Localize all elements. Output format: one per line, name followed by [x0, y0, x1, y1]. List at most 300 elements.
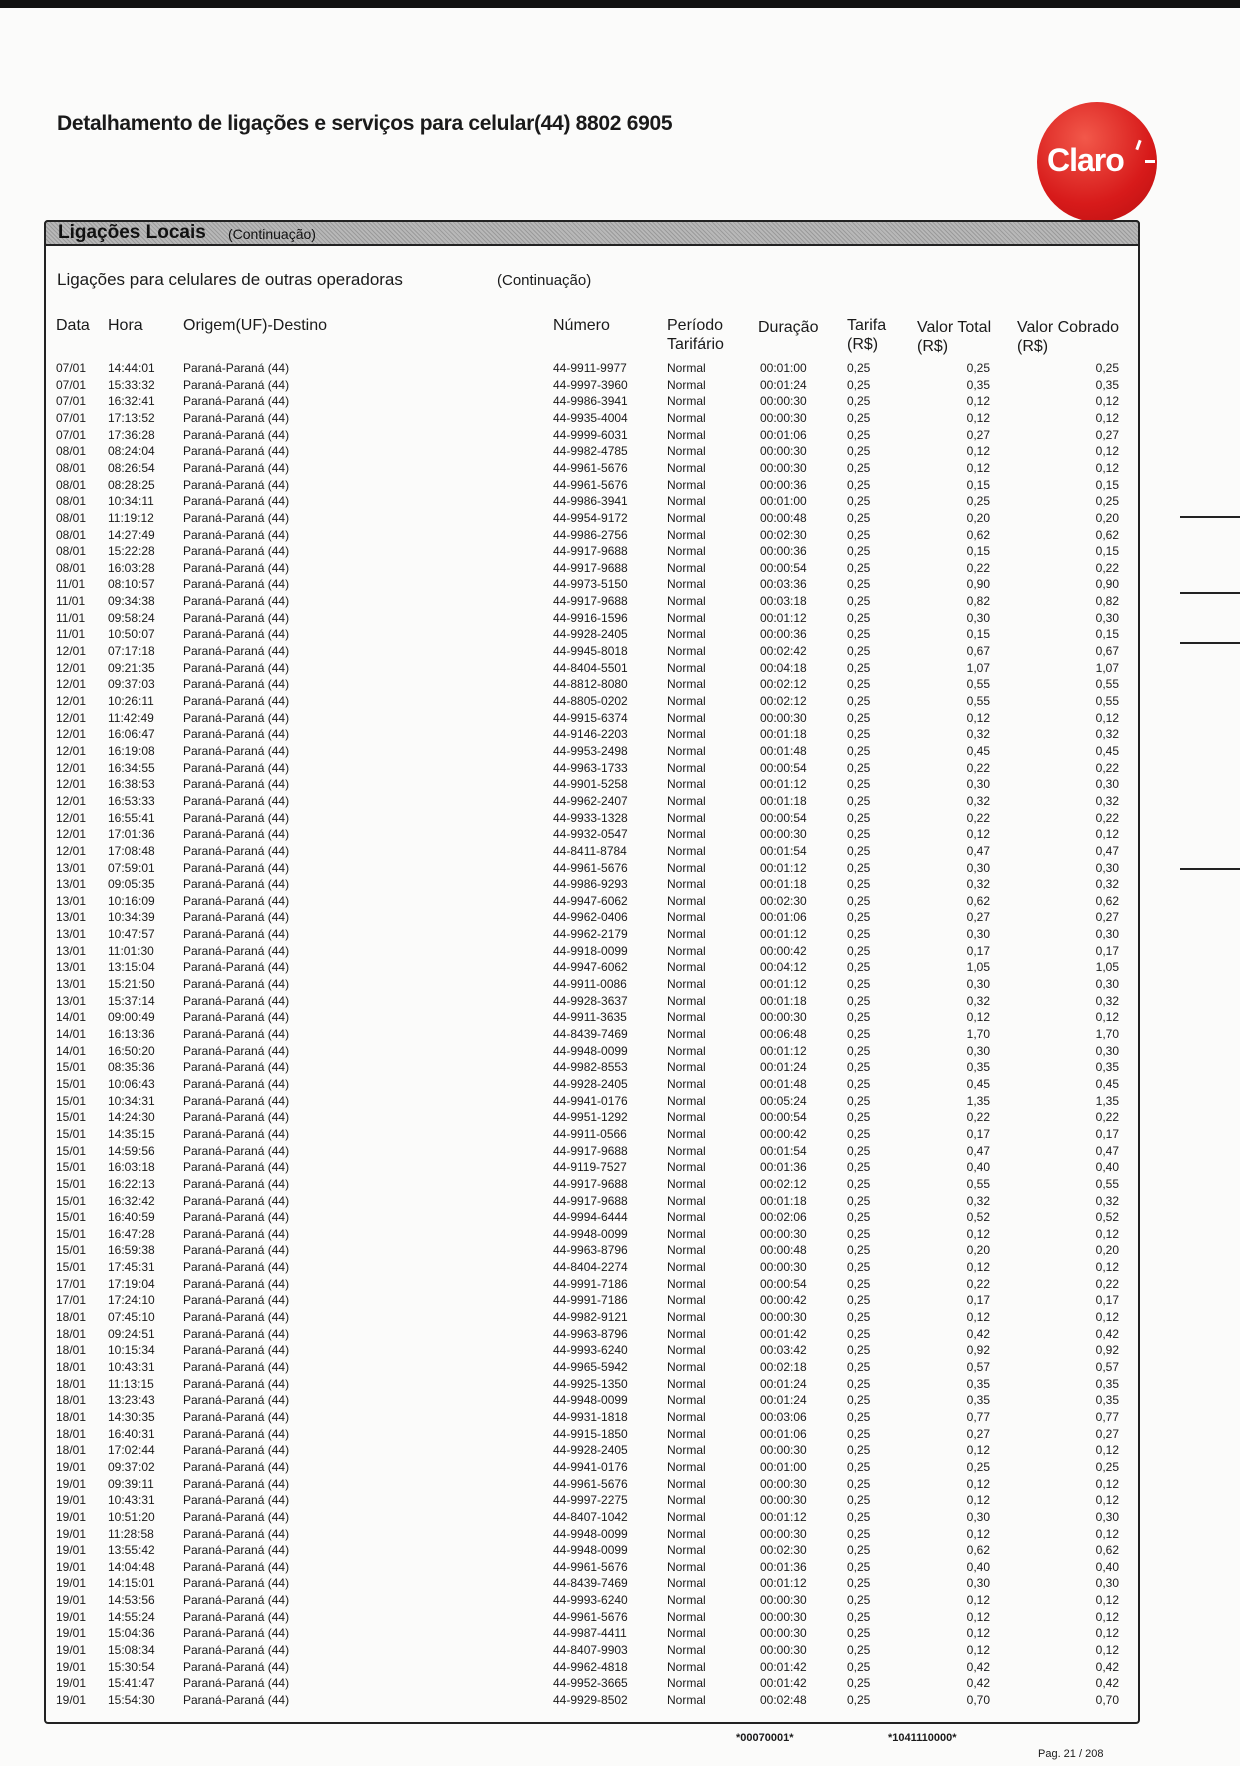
call-date: 08/01: [56, 477, 87, 492]
call-charged-value: 0,32: [1095, 793, 1119, 808]
call-number: 44-9917-9688: [553, 594, 628, 609]
call-origin-destination: Paraná-Paraná (44): [183, 460, 290, 475]
call-rate: 0,25: [847, 1443, 871, 1458]
col-header-valor-total: Valor Total (R$): [917, 319, 992, 355]
call-duration: 00:00:42: [760, 1126, 807, 1141]
call-charged-value: 0,15: [1095, 477, 1119, 492]
call-period: Normal: [667, 1659, 706, 1674]
call-charged-value: 0,12: [1095, 1443, 1119, 1458]
call-duration: 00:00:54: [760, 760, 807, 775]
call-date: 15/01: [56, 1110, 87, 1125]
call-date: 19/01: [56, 1693, 87, 1707]
call-charged-value: 0,15: [1095, 544, 1119, 559]
call-date: 15/01: [56, 1093, 87, 1108]
call-number: 44-9993-6240: [553, 1343, 628, 1358]
call-total-value: 0,45: [966, 743, 990, 758]
call-origin-destination: Paraná-Paraná (44): [183, 777, 290, 792]
call-period: Normal: [667, 377, 706, 392]
call-total-value: 1,35: [966, 1093, 990, 1108]
call-period: Normal: [667, 560, 706, 575]
call-total-value: 0,27: [966, 1426, 990, 1441]
call-charged-value: 0,12: [1095, 394, 1119, 409]
table-row: [0, 1527, 1240, 1544]
call-date: 17/01: [56, 1293, 87, 1308]
call-time: 14:27:49: [108, 527, 155, 542]
call-total-value: 0,27: [966, 910, 990, 925]
call-period: Normal: [667, 1226, 706, 1241]
call-number: 44-9933-1328: [553, 810, 628, 825]
call-period: Normal: [667, 1093, 706, 1108]
call-number: 44-9987-4411: [553, 1626, 627, 1641]
call-origin-destination: Paraná-Paraná (44): [183, 1143, 290, 1158]
call-charged-value: 0,70: [1095, 1693, 1119, 1707]
call-date: 19/01: [56, 1509, 87, 1524]
call-charged-value: 0,32: [1095, 993, 1119, 1008]
call-time: 10:34:39: [108, 910, 155, 925]
call-total-value: 1,05: [966, 960, 990, 975]
call-charged-value: 0,42: [1095, 1676, 1119, 1691]
call-total-value: 0,30: [966, 977, 990, 992]
call-number: 44-9929-8502: [553, 1693, 628, 1707]
call-period: Normal: [667, 760, 706, 775]
call-period: Normal: [667, 460, 706, 475]
call-date: 19/01: [56, 1659, 87, 1674]
call-duration: 00:01:06: [760, 910, 807, 925]
call-date: 18/01: [56, 1393, 87, 1408]
call-time: 16:13:36: [108, 1027, 155, 1041]
call-total-value: 0,35: [966, 1376, 990, 1391]
call-rate: 0,25: [847, 361, 871, 375]
call-duration: 00:02:30: [760, 893, 807, 908]
call-date: 11/01: [56, 577, 86, 592]
call-origin-destination: Paraná-Paraná (44): [183, 710, 290, 725]
table-row: [0, 977, 1240, 994]
call-rate: 0,25: [847, 1559, 871, 1574]
call-period: Normal: [667, 927, 706, 942]
call-time: 08:28:25: [108, 477, 155, 492]
call-period: Normal: [667, 1027, 706, 1041]
call-total-value: 0,22: [966, 760, 990, 775]
table-row: [0, 544, 1240, 561]
call-date: 15/01: [56, 1126, 87, 1141]
table-row: [0, 378, 1240, 395]
col-header-numero: Número: [553, 317, 610, 334]
call-period: Normal: [667, 1426, 706, 1441]
call-total-value: 0,42: [966, 1676, 990, 1691]
call-total-value: 0,42: [966, 1659, 990, 1674]
call-duration: 00:01:12: [760, 1043, 807, 1058]
call-time: 16:59:38: [108, 1243, 155, 1258]
call-rate: 0,25: [847, 1626, 871, 1641]
call-number: 44-9982-8553: [553, 1060, 628, 1075]
scan-mark: [1180, 642, 1240, 644]
call-time: 10:43:31: [108, 1360, 155, 1374]
call-duration: 00:00:48: [760, 510, 807, 525]
call-duration: 00:01:00: [760, 1459, 807, 1474]
call-duration: 00:01:18: [760, 993, 807, 1008]
call-duration: 00:01:18: [760, 1193, 807, 1208]
call-number: 44-9915-6374: [553, 710, 628, 725]
call-origin-destination: Paraná-Paraná (44): [183, 1443, 290, 1458]
call-duration: 00:01:12: [760, 1509, 807, 1524]
call-date: 18/01: [56, 1409, 87, 1424]
call-origin-destination: Paraná-Paraná (44): [183, 594, 290, 609]
table-row: [0, 627, 1240, 644]
call-date: 18/01: [56, 1326, 87, 1341]
call-number: 44-9986-3941: [553, 394, 628, 409]
call-date: 19/01: [56, 1643, 87, 1658]
call-duration: 00:00:30: [760, 1643, 807, 1658]
call-charged-value: 0,90: [1095, 577, 1119, 592]
call-total-value: 0,12: [966, 1226, 990, 1241]
call-origin-destination: Paraná-Paraná (44): [183, 1593, 290, 1608]
call-period: Normal: [667, 710, 706, 725]
call-rate: 0,25: [847, 1027, 871, 1041]
call-time: 15:22:28: [108, 544, 155, 559]
call-total-value: 0,32: [966, 993, 990, 1008]
call-period: Normal: [667, 1443, 706, 1458]
call-time: 15:08:34: [108, 1643, 155, 1658]
call-number: 44-9945-8018: [553, 644, 628, 659]
call-date: 17/01: [56, 1276, 87, 1291]
col-header-duracao: Duração: [758, 319, 819, 336]
call-rate: 0,25: [847, 1210, 871, 1225]
call-total-value: 0,57: [966, 1360, 990, 1374]
call-charged-value: 0,30: [1095, 927, 1119, 942]
logo-ray-icon: [1145, 160, 1155, 163]
call-total-value: 0,12: [966, 394, 990, 409]
call-duration: 00:00:42: [760, 943, 807, 958]
call-total-value: 0,30: [966, 777, 990, 792]
call-time: 16:40:59: [108, 1210, 155, 1225]
call-number: 44-9911-3635: [553, 1010, 627, 1025]
table-row: [0, 1693, 1240, 1710]
call-period: Normal: [667, 977, 706, 992]
call-rate: 0,25: [847, 1593, 871, 1608]
call-charged-value: 0,12: [1095, 410, 1119, 425]
call-date: 18/01: [56, 1376, 87, 1391]
call-origin-destination: Paraná-Paraná (44): [183, 1093, 290, 1108]
table-row: [0, 727, 1240, 744]
call-period: Normal: [667, 777, 706, 792]
call-charged-value: 0,42: [1095, 1659, 1119, 1674]
call-origin-destination: Paraná-Paraná (44): [183, 1343, 290, 1358]
call-rate: 0,25: [847, 410, 871, 425]
call-number: 44-9961-5676: [553, 1559, 628, 1574]
call-time: 09:24:51: [108, 1326, 155, 1341]
call-origin-destination: Paraná-Paraná (44): [183, 510, 290, 525]
call-total-value: 0,30: [966, 927, 990, 942]
call-rate: 0,25: [847, 843, 871, 858]
call-origin-destination: Paraná-Paraná (44): [183, 1043, 290, 1058]
table-row: [0, 944, 1240, 961]
table-row: [0, 1410, 1240, 1427]
call-period: Normal: [667, 860, 706, 875]
call-number: 44-9925-1350: [553, 1376, 628, 1391]
call-charged-value: 0,12: [1095, 710, 1119, 725]
table-row: [0, 1460, 1240, 1477]
call-duration: 00:00:30: [760, 827, 807, 842]
call-date: 12/01: [56, 777, 87, 792]
table-row: [0, 444, 1240, 461]
call-charged-value: 1,35: [1095, 1093, 1119, 1108]
call-period: Normal: [667, 1293, 706, 1308]
call-total-value: 0,70: [966, 1693, 990, 1707]
call-period: Normal: [667, 410, 706, 425]
call-charged-value: 0,25: [1095, 494, 1119, 509]
call-total-value: 0,12: [966, 827, 990, 842]
call-total-value: 0,55: [966, 694, 990, 708]
call-total-value: 0,15: [966, 627, 990, 642]
call-charged-value: 0,22: [1095, 560, 1119, 575]
table-row: [0, 960, 1240, 977]
call-period: Normal: [667, 1409, 706, 1424]
call-time: 16:50:20: [108, 1043, 155, 1058]
call-time: 10:51:20: [108, 1509, 155, 1524]
table-row: [0, 1576, 1240, 1593]
call-rate: 0,25: [847, 527, 871, 542]
table-row: [0, 1160, 1240, 1177]
call-time: 17:24:10: [108, 1293, 155, 1308]
call-rate: 0,25: [847, 1076, 871, 1091]
call-time: 08:35:36: [108, 1060, 155, 1075]
call-total-value: 0,90: [966, 577, 990, 592]
col-header-data: Data: [56, 317, 90, 334]
call-total-value: 0,12: [966, 1593, 990, 1608]
call-total-value: 0,42: [966, 1326, 990, 1341]
call-period: Normal: [667, 1076, 706, 1091]
call-charged-value: 1,70: [1095, 1027, 1119, 1041]
call-number: 44-9997-3960: [553, 377, 628, 392]
call-duration: 00:00:30: [760, 1476, 807, 1491]
call-number: 44-9948-0099: [553, 1543, 628, 1558]
call-number: 44-9982-4785: [553, 444, 628, 459]
call-duration: 00:03:42: [760, 1343, 807, 1358]
table-row: [0, 1543, 1240, 1560]
call-origin-destination: Paraná-Paraná (44): [183, 610, 290, 625]
call-total-value: 0,12: [966, 1626, 990, 1641]
call-origin-destination: Paraná-Paraná (44): [183, 1193, 290, 1208]
call-rate: 0,25: [847, 427, 871, 442]
call-rate: 0,25: [847, 377, 871, 392]
section-header: [44, 220, 1140, 246]
call-rate: 0,25: [847, 1293, 871, 1308]
call-date: 12/01: [56, 793, 87, 808]
call-date: 13/01: [56, 977, 87, 992]
call-period: Normal: [667, 1643, 706, 1658]
call-date: 11/01: [56, 610, 86, 625]
call-rate: 0,25: [847, 1493, 871, 1508]
call-date: 12/01: [56, 694, 87, 708]
call-time: 15:21:50: [108, 977, 155, 992]
table-row: [0, 1277, 1240, 1294]
call-number: 44-9951-1292: [553, 1110, 628, 1125]
call-time: 11:13:15: [108, 1376, 154, 1391]
call-period: Normal: [667, 544, 706, 559]
call-origin-destination: Paraná-Paraná (44): [183, 1276, 290, 1291]
call-period: Normal: [667, 1593, 706, 1608]
call-charged-value: 0,22: [1095, 1276, 1119, 1291]
call-number: 44-9963-1733: [553, 760, 628, 775]
call-period: Normal: [667, 1326, 706, 1341]
call-duration: 00:01:24: [760, 1376, 807, 1391]
call-total-value: 0,12: [966, 1310, 990, 1325]
call-origin-destination: Paraná-Paraná (44): [183, 1293, 290, 1308]
call-time: 14:15:01: [108, 1576, 155, 1591]
call-time: 09:34:38: [108, 594, 155, 609]
call-date: 12/01: [56, 710, 87, 725]
call-charged-value: 0,47: [1095, 843, 1119, 858]
call-duration: 00:00:30: [760, 1626, 807, 1641]
call-duration: 00:00:54: [760, 1276, 807, 1291]
call-period: Normal: [667, 644, 706, 659]
call-date: 13/01: [56, 910, 87, 925]
call-duration: 00:00:36: [760, 477, 807, 492]
call-origin-destination: Paraná-Paraná (44): [183, 1693, 290, 1707]
call-total-value: 0,30: [966, 1043, 990, 1058]
call-number: 44-9911-0086: [553, 977, 627, 992]
call-origin-destination: Paraná-Paraná (44): [183, 1676, 290, 1691]
call-number: 44-9962-2407: [553, 793, 628, 808]
table-row: [0, 1010, 1240, 1027]
call-origin-destination: Paraná-Paraná (44): [183, 1376, 290, 1391]
call-period: Normal: [667, 1210, 706, 1225]
call-time: 15:54:30: [108, 1693, 155, 1707]
scan-mark: [1180, 516, 1240, 518]
call-period: Normal: [667, 1376, 706, 1391]
call-total-value: 0,47: [966, 843, 990, 858]
call-date: 08/01: [56, 444, 87, 459]
call-date: 12/01: [56, 644, 87, 659]
call-charged-value: 0,15: [1095, 627, 1119, 642]
table-row: [0, 1643, 1240, 1660]
call-charged-value: 0,20: [1095, 510, 1119, 525]
call-period: Normal: [667, 1276, 706, 1291]
call-duration: 00:02:18: [760, 1360, 807, 1374]
call-origin-destination: Paraná-Paraná (44): [183, 1509, 290, 1524]
call-number: 44-9932-0547: [553, 827, 628, 842]
call-date: 08/01: [56, 510, 87, 525]
call-period: Normal: [667, 1693, 706, 1707]
call-date: 19/01: [56, 1576, 87, 1591]
call-time: 17:19:04: [108, 1276, 155, 1291]
call-duration: 00:01:12: [760, 927, 807, 942]
table-row: [0, 1327, 1240, 1344]
call-number: 44-9991-7186: [553, 1276, 628, 1291]
call-charged-value: 0,55: [1095, 677, 1119, 692]
call-date: 12/01: [56, 660, 87, 675]
call-origin-destination: Paraná-Paraná (44): [183, 843, 290, 858]
call-rate: 0,25: [847, 477, 871, 492]
call-number: 44-9935-4004: [553, 410, 628, 425]
call-period: Normal: [667, 1509, 706, 1524]
call-time: 16:55:41: [108, 810, 155, 825]
call-time: 09:58:24: [108, 610, 155, 625]
call-charged-value: 0,35: [1095, 1060, 1119, 1075]
table-row: [0, 827, 1240, 844]
call-date: 15/01: [56, 1076, 87, 1091]
call-period: Normal: [667, 743, 706, 758]
call-origin-destination: Paraná-Paraná (44): [183, 943, 290, 958]
call-date: 08/01: [56, 560, 87, 575]
call-duration: 00:02:30: [760, 527, 807, 542]
call-origin-destination: Paraná-Paraná (44): [183, 977, 290, 992]
call-date: 15/01: [56, 1143, 87, 1158]
call-rate: 0,25: [847, 1193, 871, 1208]
call-time: 16:03:28: [108, 560, 155, 575]
call-number: 44-9918-0099: [553, 943, 628, 958]
scan-mark: [1180, 592, 1240, 594]
call-charged-value: 0,30: [1095, 1509, 1119, 1524]
table-row: [0, 644, 1240, 661]
table-row: [0, 1060, 1240, 1077]
call-time: 13:15:04: [108, 960, 155, 975]
table-row: [0, 1477, 1240, 1494]
call-charged-value: 0,12: [1095, 1493, 1119, 1508]
table-row: [0, 1360, 1240, 1377]
call-origin-destination: Paraná-Paraná (44): [183, 627, 290, 642]
table-row: [0, 1377, 1240, 1394]
call-number: 44-9961-5676: [553, 1476, 628, 1491]
call-time: 16:03:18: [108, 1160, 155, 1175]
call-rate: 0,25: [847, 1509, 871, 1524]
call-charged-value: 0,40: [1095, 1160, 1119, 1175]
call-rate: 0,25: [847, 1343, 871, 1358]
call-origin-destination: Paraná-Paraná (44): [183, 544, 290, 559]
call-charged-value: 0,62: [1095, 1543, 1119, 1558]
call-duration: 00:00:30: [760, 444, 807, 459]
call-duration: 00:03:06: [760, 1409, 807, 1424]
call-total-value: 0,45: [966, 1076, 990, 1091]
call-total-value: 0,12: [966, 1010, 990, 1025]
call-total-value: 0,22: [966, 1276, 990, 1291]
call-total-value: 0,12: [966, 444, 990, 459]
call-date: 13/01: [56, 860, 87, 875]
call-charged-value: 0,27: [1095, 1426, 1119, 1441]
call-duration: 00:00:54: [760, 560, 807, 575]
call-number: 44-9961-5676: [553, 860, 628, 875]
call-duration: 00:02:30: [760, 1543, 807, 1558]
call-date: 07/01: [56, 361, 87, 375]
call-duration: 00:01:18: [760, 727, 807, 742]
call-total-value: 0,82: [966, 594, 990, 609]
call-total-value: 0,35: [966, 377, 990, 392]
call-total-value: 0,17: [966, 1293, 990, 1308]
table-row: [0, 411, 1240, 428]
call-number: 44-9994-6444: [553, 1210, 628, 1225]
call-time: 15:33:32: [108, 377, 155, 392]
call-total-value: 0,77: [966, 1409, 990, 1424]
call-total-value: 0,40: [966, 1160, 990, 1175]
call-time: 16:40:31: [108, 1426, 155, 1441]
call-total-value: 0,30: [966, 860, 990, 875]
call-number: 44-9961-5676: [553, 477, 628, 492]
call-date: 15/01: [56, 1060, 87, 1075]
call-period: Normal: [667, 1476, 706, 1491]
call-duration: 00:01:00: [760, 494, 807, 509]
call-date: 12/01: [56, 727, 87, 742]
call-rate: 0,25: [847, 494, 871, 509]
table-row: [0, 494, 1240, 511]
table-row: [0, 361, 1240, 378]
call-charged-value: 0,20: [1095, 1243, 1119, 1258]
call-rate: 0,25: [847, 1659, 871, 1674]
call-rate: 0,25: [847, 960, 871, 975]
call-time: 08:10:57: [108, 577, 155, 592]
call-period: Normal: [667, 1576, 706, 1591]
call-date: 15/01: [56, 1243, 87, 1258]
call-date: 11/01: [56, 594, 86, 609]
